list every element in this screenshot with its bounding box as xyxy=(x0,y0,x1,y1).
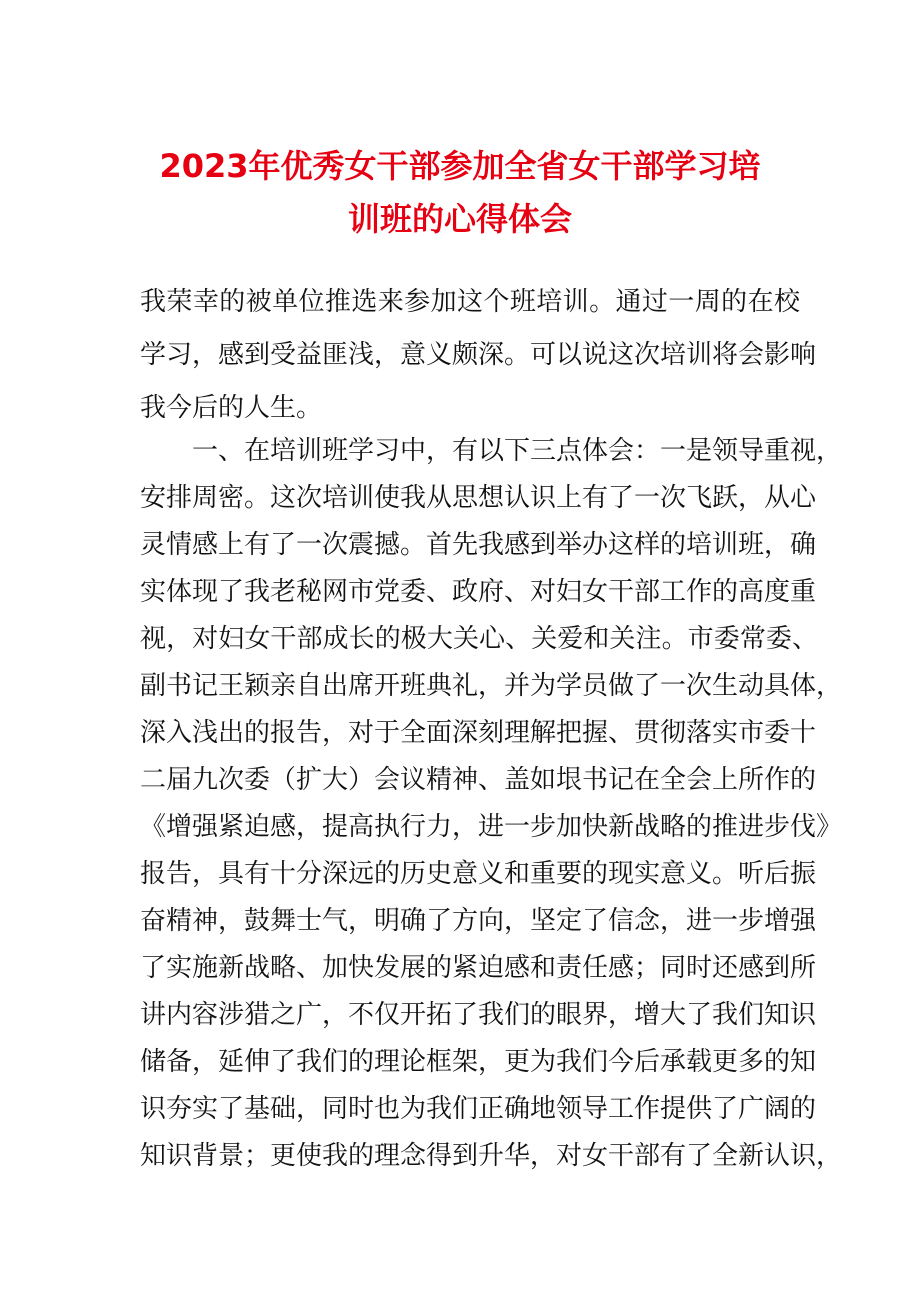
body-line: 储备，延伸了我们的理论框架，更为我们今后承载更多的知 xyxy=(140,1047,817,1077)
body-line: 二届九次委（扩大）会议精神、盖如垠书记在全会上所作的 xyxy=(140,765,817,795)
body-line: 副书记王颖亲自出席开班典礼，并为学员做了一次生动具体， xyxy=(140,671,843,701)
body-line: 我荣幸的被单位推选来参加这个班培训。通过一周的在校 xyxy=(140,287,800,317)
body-line: 奋精神，鼓舞士气，明确了方向，坚定了信念，进一步增强 xyxy=(140,906,817,936)
document-title-line-1: 2023年优秀女干部参加全省女干部学习培 xyxy=(159,147,761,185)
body-line: 知识背景；更使我的理念得到升华，对女干部有了全新认识， xyxy=(140,1141,843,1171)
body-line: 灵情感上有了一次震撼。首先我感到举办这样的培训班，确 xyxy=(140,530,817,560)
body-line: 讲内容涉猎之广，不仅开拓了我们的眼界，增大了我们知识 xyxy=(140,1000,817,1030)
body-line: 深入浅出的报告，对于全面深刻理解把握、贯彻落实市委十 xyxy=(140,718,817,748)
body-line: 识夯实了基础，同时也为我们正确地领导工作提供了广阔的 xyxy=(140,1094,817,1124)
body-line: 了实施新战略、加快发展的紧迫感和责任感；同时还感到所 xyxy=(140,953,817,983)
body-line: 实体现了我老秘网市党委、政府、对妇女干部工作的高度重 xyxy=(140,577,817,607)
body-line: 安排周密。这次培训使我从思想认识上有了一次飞跃，从心 xyxy=(140,483,817,513)
body-line: 学习，感到受益匪浅，意义颇深。可以说这次培训将会影响 xyxy=(140,340,817,370)
document-title-line-2: 训班的心得体会 xyxy=(347,200,572,238)
body-line: 视，对妇女干部成长的极大关心、关爱和关注。市委常委、 xyxy=(140,624,818,654)
body-line: 报告，具有十分深远的历史意义和重要的现实意义。听后振 xyxy=(140,859,817,889)
body-line: 《增强紧迫感，提高执行力，进一步加快新战略的推进步伐》 xyxy=(140,812,843,842)
body-line: 我今后的人生。 xyxy=(140,393,323,423)
body-line: 一、在培训班学习中，有以下三点体会：一是领导重视， xyxy=(192,436,843,466)
